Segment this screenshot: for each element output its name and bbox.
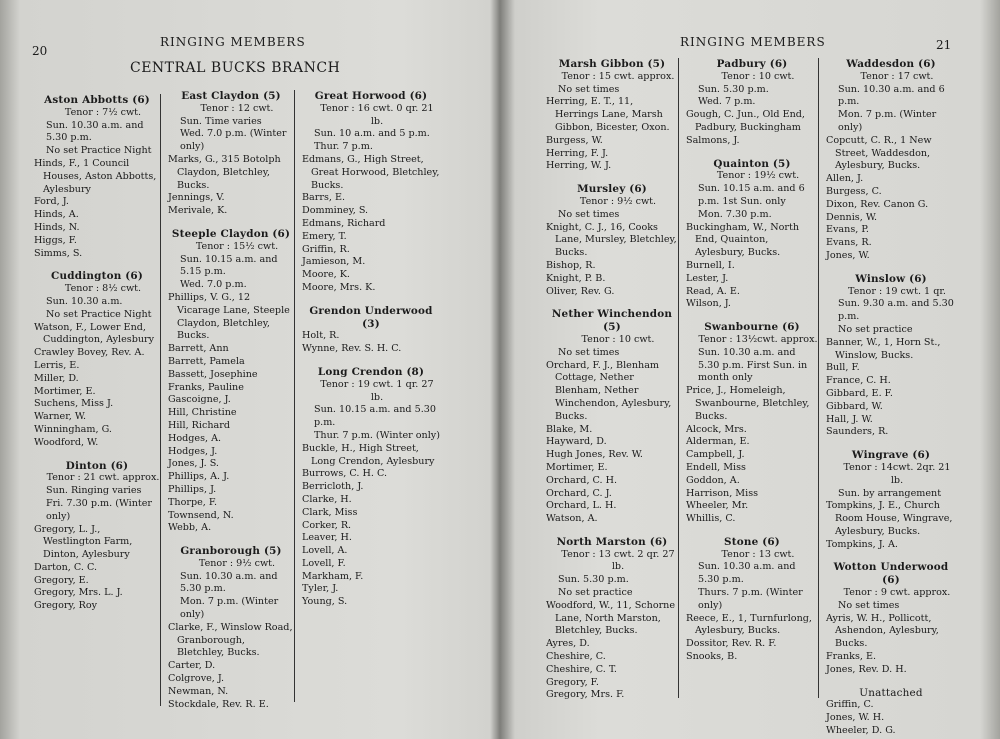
service-line: Sun. 10.30 a.m.: [46, 295, 123, 307]
service-info: [34, 107, 160, 158]
service-line: Sun. 10.30 a.m. and 5.30 p.m.: [698, 561, 796, 586]
member-entry: Wheeler, Mr.: [686, 500, 749, 512]
member-entry: Knight, P. B.: [546, 272, 606, 284]
member-entry: Jamieson, M.: [302, 256, 366, 268]
member-list: [546, 600, 678, 702]
member-entry: Woodford, W.: [34, 436, 99, 448]
tower-name: Winslow (6): [855, 272, 927, 285]
column: [168, 90, 295, 710]
tower-name: North Marston (6): [556, 535, 668, 548]
tower-section: [546, 536, 678, 702]
tenor-line: Tenor : 12 cwt.: [200, 102, 274, 114]
member-entry: Orchard, C. J.: [546, 487, 612, 499]
member-entry: Goddon, A.: [686, 474, 740, 486]
member-entry: Mortimer, E.: [34, 385, 96, 397]
tenor-line: Tenor : 9½ cwt.: [198, 557, 276, 569]
service-info: [546, 196, 678, 222]
page-number: 21: [936, 38, 952, 52]
tower-section: [34, 460, 160, 614]
tower-section: [302, 305, 440, 356]
tenor-line: Tenor : 9½ cwt.: [579, 195, 657, 207]
member-entry: Winningham, G.: [34, 423, 112, 435]
service-line: Thur. 7 p.m.: [314, 141, 373, 153]
member-list: [826, 337, 956, 439]
service-line: Mon. 7 p.m. (Winter only): [180, 596, 279, 621]
service-info: [168, 103, 294, 154]
tower-section: [826, 561, 956, 676]
service-line: No set Practice Night: [46, 308, 152, 320]
tenor-line: Tenor : 16 cwt. 0 qr. 21 lb.: [320, 102, 434, 127]
tenor-line: Tenor : 13 cwt. 2 qr. 27 lb.: [561, 548, 675, 573]
member-entry: Griffin, R.: [302, 243, 350, 255]
tower-name: Padbury (6): [716, 58, 788, 70]
tower-section: [826, 449, 956, 551]
member-entry: Edmans, G., High Street, Great Horwood, Bletchley, Bucks.: [302, 153, 440, 191]
service-info: [826, 462, 956, 500]
member-entry: Knight, C. J., 16, Cooks Lane, Mursley, Bletchley, Bucks.: [546, 221, 677, 259]
tower-name: Mursley (6): [577, 183, 647, 196]
member-entry: Hodges, J.: [168, 445, 218, 457]
member-entry: Alderman, E.: [686, 436, 750, 448]
member-list: [168, 622, 294, 712]
member-entry: Hinds, A.: [34, 209, 79, 221]
service-line: Wed. 7.0 p.m.: [180, 279, 247, 291]
service-info: [826, 587, 956, 613]
service-line: Fri. 7.30 p.m. (Winter only): [46, 497, 153, 522]
service-info: [686, 170, 818, 221]
member-entry: Moore, Mrs. K.: [302, 281, 376, 293]
page-header: RINGING MEMBERS: [680, 35, 826, 49]
tower-name: Dinton (6): [65, 459, 129, 472]
member-entry: Webb, A.: [168, 522, 212, 534]
service-line: Mon. 7 p.m. (Winter only): [838, 109, 937, 133]
member-entry: Burrows, C. H. C.: [302, 468, 388, 480]
member-list: [302, 443, 440, 609]
member-entry: Cheshire, C.: [546, 651, 606, 663]
member-entry: Gregory, E.: [34, 574, 89, 586]
member-entry: Stockdale, Rev. R. E.: [168, 698, 269, 710]
tower-name: Swanbourne (6): [704, 321, 800, 334]
service-line: Wed. 7.0 p.m. (Winter only): [180, 128, 287, 153]
service-info: [546, 71, 678, 97]
service-line: Sun. 10.30 a.m. and 5.30 p.m.: [46, 119, 144, 144]
member-entry: Ayris, W. H., Pollicott, Ashendon, Aylesbury, Bucks.: [826, 612, 939, 650]
tower-section: [34, 94, 160, 260]
member-entry: Phillips, J.: [168, 483, 217, 495]
member-entry: Jones, J. S.: [168, 458, 219, 470]
member-list: [168, 154, 294, 218]
member-entry: Crawley Bovey, Rev. A.: [34, 347, 145, 359]
tower-name: Waddesdon (6): [846, 58, 936, 70]
service-info: [34, 283, 160, 321]
member-entry: Young, S.: [302, 596, 348, 608]
service-line: Sun. 10 a.m. and 5 p.m.: [314, 128, 430, 140]
tenor-line: Tenor : 14cwt. 2qr. 21 lb.: [843, 461, 951, 486]
member-entry: Clarke, H.: [302, 493, 352, 505]
member-entry: Darton, C. C.: [34, 561, 98, 573]
service-line: Sun. by arrangement: [838, 487, 942, 499]
member-entry: Berricloth, J.: [302, 481, 364, 493]
service-line: No set times: [558, 346, 620, 358]
member-entry: Gregory, L. J., Westlington Farm, Dinton, Aylesbury: [34, 523, 133, 561]
member-entry: Domminey, S.: [302, 205, 369, 217]
member-entry: Cheshire, C. T.: [546, 663, 617, 675]
member-entry: Hodges, A.: [168, 432, 222, 444]
right-page: [508, 0, 1000, 739]
service-line: Sun. 10.15 a.m. and 5.30 p.m.: [314, 404, 436, 429]
member-entry: Lovell, A.: [302, 545, 348, 557]
branch-title: CENTRAL BUCKS BRANCH: [130, 60, 341, 76]
member-list: [302, 330, 440, 356]
member-entry: Hugh Jones, Rev. W.: [546, 449, 643, 461]
member-entry: Thorpe, F.: [168, 496, 218, 508]
member-list: [826, 699, 956, 737]
tower-section: [302, 90, 440, 295]
member-entry: Blake, M.: [546, 423, 593, 435]
member-list: [826, 613, 956, 677]
member-entry: Allen, J.: [826, 173, 864, 185]
member-entry: Phillips, A. J.: [168, 471, 230, 483]
member-entry: Endell, Miss: [686, 461, 746, 473]
member-entry: Alcock, Mrs.: [686, 423, 747, 435]
member-entry: Gough, C. Jun., Old End, Padbury, Buckingham: [686, 109, 805, 133]
tower-section: [546, 308, 678, 526]
tower-section: [168, 545, 294, 711]
service-line: Sun. 10.30 a.m. and 6 p.m.: [838, 83, 945, 108]
tower-name: Unattached: [859, 686, 923, 699]
service-info: [826, 71, 956, 135]
member-entry: Lerris, E.: [34, 359, 80, 371]
tower-section: [302, 366, 440, 609]
member-entry: Tompkins, J. E., Church Room House, Wingrave, Aylesbury, Bucks.: [826, 500, 953, 537]
member-entry: Gibbard, W.: [826, 400, 883, 412]
member-entry: Buckle, H., High Street, Long Crendon, Aylesbury: [302, 442, 435, 467]
member-list: [302, 154, 440, 295]
member-entry: Burgess, C.: [826, 185, 882, 197]
member-entry: Read, A. E.: [686, 285, 740, 297]
member-entry: Warner, W.: [34, 411, 87, 423]
tenor-line: Tenor : 19½ cwt.: [716, 170, 800, 182]
service-info: [686, 549, 818, 613]
member-entry: Newman, N.: [168, 685, 229, 697]
member-entry: France, C. H.: [826, 375, 891, 387]
member-entry: Woodford, W., 11, Schorne Lane, North Marston, Bletchley, Bucks.: [546, 599, 676, 637]
service-line: Sun. 10.15 a.m. and 6 p.m. 1st Sun. only: [698, 183, 805, 207]
service-info: [34, 472, 160, 523]
member-entry: Phillips, V. G., 12 Vicarage Lane, Steeple Claydon, Bletchley, Bucks.: [168, 291, 290, 342]
tower-name: Wotton Underwood (6): [833, 561, 949, 587]
member-entry: Bull, F.: [826, 362, 860, 374]
tenor-line: Tenor : 13 cwt.: [721, 548, 795, 560]
service-info: [686, 71, 818, 109]
member-entry: Hayward, D.: [546, 436, 607, 448]
column: [302, 90, 440, 702]
tenor-line: Tenor : 17 cwt.: [860, 70, 934, 82]
member-entry: Wynne, Rev. S. H. C.: [302, 343, 402, 355]
member-entry: Hill, Richard: [168, 419, 230, 431]
member-entry: Gibbard, E. F.: [826, 387, 893, 399]
tower-section: [686, 536, 818, 664]
service-info: [546, 549, 678, 600]
member-entry: Barrs, E.: [302, 192, 346, 204]
member-list: [826, 135, 956, 263]
member-list: [686, 613, 818, 664]
tower-section: [546, 58, 678, 173]
member-list: [34, 322, 160, 450]
member-entry: Mortimer, E.: [546, 461, 608, 473]
member-entry: Jones, W.: [826, 249, 870, 261]
member-entry: Higgs, F.: [34, 234, 77, 246]
member-entry: Orchard, F. J., Blenham Cottage, Nether Blenham, Nether Winchendon, Aylesbury, Bucks.: [546, 359, 672, 422]
member-list: [546, 222, 678, 299]
member-entry: Evans, P.: [826, 224, 869, 236]
member-list: [34, 524, 160, 614]
tenor-line: Tenor : 13½cwt. approx.: [698, 333, 818, 345]
column: [546, 58, 679, 701]
member-entry: Leaver, H.: [302, 532, 352, 544]
member-entry: Dixon, Rev. Canon G.: [826, 198, 929, 210]
member-entry: Herring, E. T., 11, Herrings Lane, Marsh Gibbon, Bicester, Oxon.: [546, 96, 670, 133]
tenor-line: Tenor : 9 cwt. approx.: [843, 587, 951, 599]
member-entry: Suchens, Miss J.: [34, 398, 114, 410]
service-info: [826, 286, 956, 337]
service-line: No set times: [558, 83, 620, 95]
tower-name: Aston Abbotts (6): [44, 94, 150, 106]
tower-section: [686, 158, 818, 312]
member-entry: Lovell, F.: [302, 557, 346, 569]
member-entry: Marks, G., 315 Botolph Claydon, Bletchley, Bucks.: [168, 153, 281, 191]
member-entry: Edmans, Richard: [302, 217, 386, 229]
service-line: Mon. 7.30 p.m.: [698, 208, 772, 220]
member-entry: Hall, J. W.: [826, 413, 873, 425]
member-list: [546, 96, 678, 173]
member-list: [546, 360, 678, 526]
service-line: Sun. 10.30 a.m. and 5.30 p.m. First Sun. in month only: [698, 346, 808, 384]
service-line: Sun. Time varies: [180, 115, 262, 127]
tower-section: [686, 321, 818, 526]
tenor-line: Tenor : 19 cwt. 1 qr. 27 lb.: [320, 378, 434, 403]
tenor-line: Tenor : 10 cwt.: [581, 333, 655, 345]
column: [826, 58, 956, 737]
member-entry: Tompkins, J. A.: [826, 538, 898, 550]
member-entry: Oliver, Rev. G.: [546, 285, 615, 297]
member-entry: Colgrove, J.: [168, 673, 225, 685]
tenor-line: Tenor : 10 cwt.: [721, 70, 795, 82]
service-info: [168, 558, 294, 622]
member-entry: Herring, F. J.: [546, 147, 609, 159]
member-entry: Holt, R.: [302, 330, 340, 342]
tower-name: Wingrave (6): [851, 449, 931, 462]
member-entry: Franks, Pauline: [168, 381, 244, 393]
member-entry: Copcutt, C. R., 1 New Street, Waddesdon, Aylesbury, Bucks.: [826, 134, 932, 172]
member-entry: Jones, Rev. D. H.: [826, 663, 907, 675]
member-entry: Evans, R.: [826, 237, 872, 249]
tenor-line: Tenor : 15 cwt. approx.: [561, 70, 675, 82]
member-entry: Dossitor, Rev. R. F.: [686, 638, 777, 650]
member-entry: Franks, E.: [826, 651, 877, 663]
member-entry: Tyler, J.: [302, 583, 339, 595]
tenor-line: Tenor : 7½ cwt.: [64, 106, 142, 118]
member-entry: Merivale, K.: [168, 205, 228, 217]
tower-name: Marsh Gibbon (5): [558, 58, 666, 70]
page-number: 20: [32, 44, 48, 58]
member-list: [686, 109, 818, 147]
member-entry: Harrison, Miss: [686, 487, 759, 499]
member-list: [686, 385, 818, 526]
member-entry: Townsend, N.: [168, 509, 234, 521]
column: [34, 94, 161, 706]
tower-name: Quainton (5): [713, 157, 791, 170]
page-header: RINGING MEMBERS: [160, 35, 306, 49]
member-entry: Griffin, C.: [826, 699, 874, 711]
tower-section: [826, 273, 956, 439]
member-entry: Buckingham, W., North End, Quainton, Aylesbury, Bucks.: [686, 221, 800, 259]
member-entry: Lester, J.: [686, 272, 729, 284]
member-entry: Gascoigne, J.: [168, 394, 231, 406]
tower-name: Nether Winchendon (5): [551, 308, 673, 334]
member-entry: Barrett, Pamela: [168, 355, 245, 367]
member-entry: Price, J., Homeleigh, Swanbourne, Bletchley, Bucks.: [686, 385, 810, 422]
member-entry: Hinds, F., 1 Council Houses, Aston Abbotts, Aylesbury: [34, 157, 157, 195]
tenor-line: Tenor : 19 cwt. 1 qr.: [848, 285, 946, 297]
service-line: Sun. 9.30 a.m. and 5.30 p.m.: [838, 298, 954, 323]
tower-name: Stone (6): [724, 535, 780, 548]
member-list: [34, 158, 160, 260]
member-entry: Snooks, B.: [686, 651, 738, 663]
service-line: Sun. 10.15 a.m. and 5.15 p.m.: [180, 253, 278, 278]
service-line: Thur. 7 p.m. (Winter only): [314, 429, 440, 441]
member-entry: Moore, K.: [302, 269, 350, 281]
member-entry: Hinds, N.: [34, 221, 80, 233]
member-entry: Wilson, J.: [686, 298, 731, 310]
service-line: No set times: [558, 208, 620, 220]
tower-section: [826, 687, 956, 738]
member-entry: Watson, A.: [546, 513, 598, 525]
member-list: [826, 500, 956, 551]
member-list: [686, 222, 818, 312]
member-entry: Herring, W. J.: [546, 160, 612, 172]
tenor-line: Tenor : 21 cwt. approx.: [46, 472, 160, 484]
service-line: Sun. 5.30 p.m.: [558, 574, 629, 586]
member-entry: Dennis, W.: [826, 211, 878, 223]
member-entry: Barrett, Ann: [168, 343, 229, 355]
member-entry: Bishop, R.: [546, 259, 596, 271]
member-entry: Gregory, Roy: [34, 600, 98, 612]
service-line: No set times: [838, 599, 900, 611]
service-info: [686, 334, 818, 385]
tenor-line: Tenor : 8½ cwt.: [64, 283, 142, 295]
member-entry: Orchard, C. H.: [546, 474, 618, 486]
member-entry: Emery, T.: [302, 230, 347, 242]
member-entry: Orchard, L. H.: [546, 500, 617, 512]
member-entry: Salmons, J.: [686, 134, 740, 146]
member-entry: Gregory, F.: [546, 676, 599, 688]
service-line: Thurs. 7 p.m. (Winter only): [698, 587, 803, 611]
tower-name: Granborough (5): [180, 545, 282, 558]
member-entry: Burgess, W.: [546, 134, 603, 146]
member-entry: Campbell, J.: [686, 449, 745, 461]
member-entry: Corker, R.: [302, 519, 352, 531]
service-info: [168, 241, 294, 292]
member-entry: Banner, W., 1, Horn St., Winslow, Bucks.: [826, 336, 941, 361]
member-entry: Saunders, R.: [826, 426, 889, 438]
tower-name: Grendon Underwood (3): [309, 304, 433, 330]
tower-section: [826, 58, 956, 263]
member-entry: Clarke, F., Winslow Road, Granborough, Bletchley, Bucks.: [168, 621, 293, 659]
service-info: [302, 379, 440, 443]
member-entry: Clark, Miss: [302, 506, 358, 518]
service-line: Sun. Ringing varies: [46, 485, 142, 497]
tower-section: [168, 90, 294, 218]
member-entry: Jennings, V.: [168, 192, 225, 204]
member-entry: Gregory, Mrs. L. J.: [34, 587, 123, 599]
service-line: No set practice: [558, 587, 633, 599]
tower-section: [546, 183, 678, 298]
tower-name: Steeple Claydon (6): [171, 227, 291, 240]
member-list: [168, 292, 294, 535]
service-line: Sun. 10.30 a.m. and 5.30 p.m.: [180, 570, 278, 595]
tower-name: East Claydon (5): [181, 90, 281, 102]
service-line: No set Practice Night: [46, 145, 152, 157]
left-page: [0, 0, 492, 739]
member-entry: Simms, S.: [34, 247, 83, 259]
member-entry: Whillis, C.: [686, 513, 736, 525]
tower-name: Cuddington (6): [51, 270, 143, 283]
member-entry: Ford, J.: [34, 196, 69, 208]
service-line: No set practice: [838, 323, 913, 335]
member-entry: Miller, D.: [34, 372, 79, 384]
tower-name: Great Horwood (6): [314, 90, 428, 102]
tower-name: Long Crendon (8): [317, 365, 425, 378]
tower-section: [686, 58, 818, 148]
service-line: Sun. 5.30 p.m.: [698, 83, 769, 95]
member-entry: Carter, D.: [168, 660, 216, 672]
member-entry: Gregory, Mrs. F.: [546, 689, 625, 701]
member-entry: Hill, Christine: [168, 407, 237, 419]
tower-section: [34, 270, 160, 449]
member-entry: Markham, F.: [302, 570, 364, 582]
service-info: [302, 103, 440, 154]
member-entry: Bassett, Josephine: [168, 368, 258, 380]
service-info: [546, 334, 678, 360]
tenor-line: Tenor : 15½ cwt.: [195, 240, 279, 252]
column: [686, 58, 819, 698]
tower-section: [168, 228, 294, 535]
member-entry: Reece, E., 1, Turnfurlong, Aylesbury, Bucks.: [686, 612, 812, 637]
service-line: Wed. 7 p.m.: [698, 96, 756, 108]
member-entry: Burnell, I.: [686, 259, 735, 271]
member-entry: Watson, F., Lower End, Cuddington, Aylesbury: [34, 321, 155, 346]
member-entry: Wheeler, D. G.: [826, 725, 896, 737]
member-entry: Ayres, D.: [546, 638, 590, 650]
member-entry: Jones, W. H.: [826, 712, 885, 724]
